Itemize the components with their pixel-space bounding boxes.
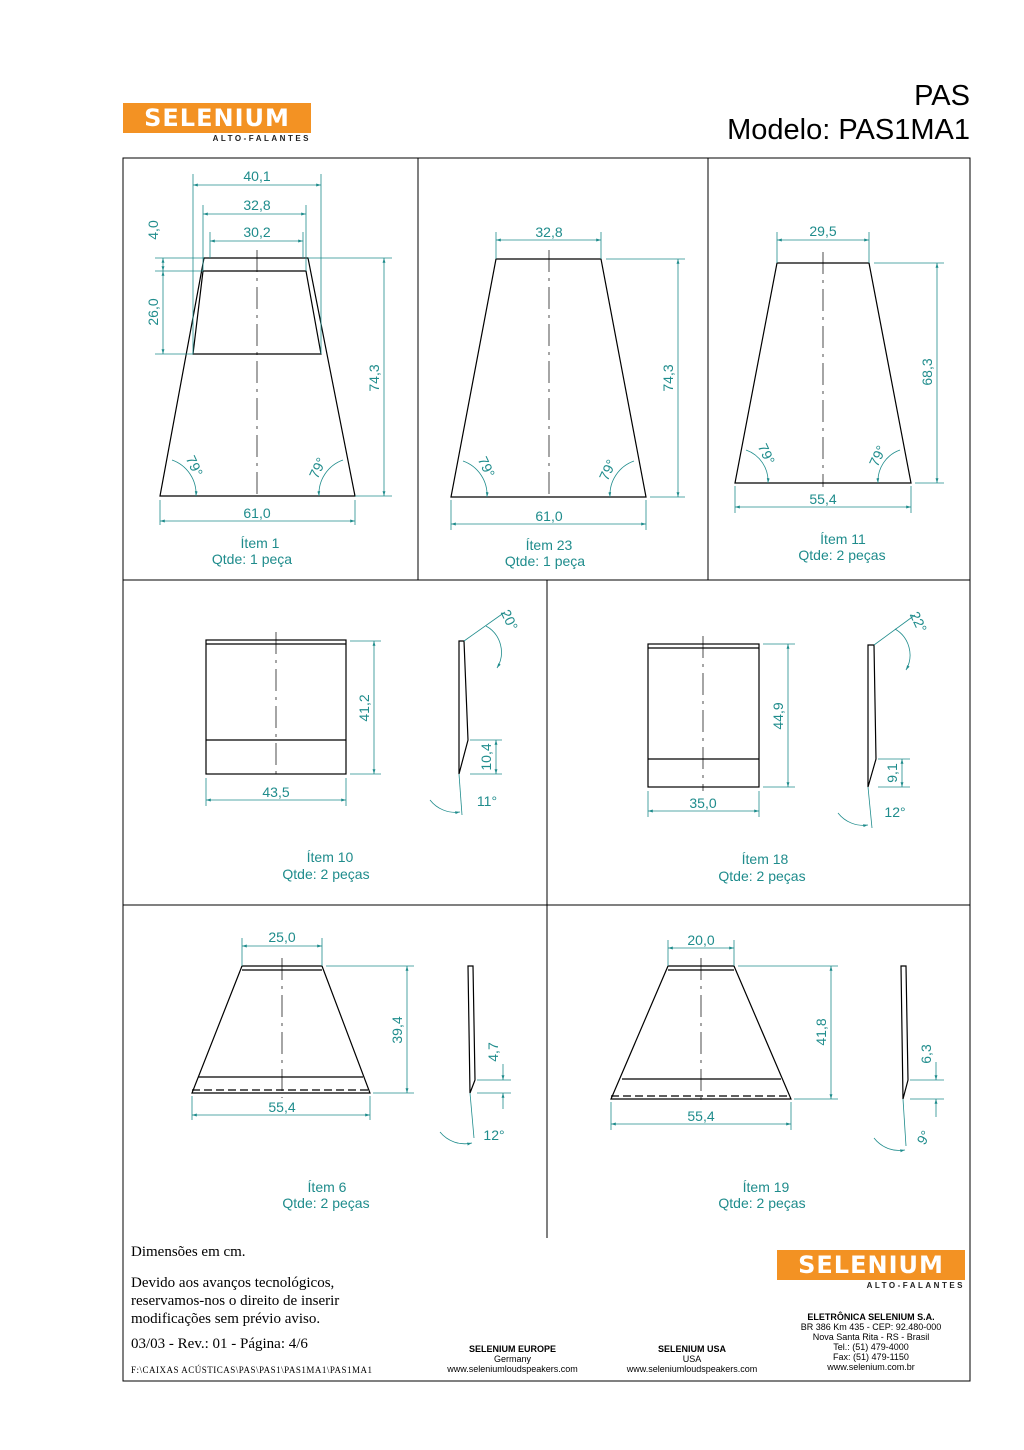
item1-angle-left: 79° [182,452,207,479]
item6-qty: Qtde: 2 peças [282,1195,370,1211]
item18-drawing [648,609,930,884]
brazil-name: ELETRÔNICA SELENIUM S.A. [807,1312,935,1322]
item11-angle-left: 79° [754,440,779,467]
brazil-fax: Fax: (51) 479-1150 [833,1352,909,1362]
brazil-address-1: BR 386 Km 435 - CEP: 92.480-000 [800,1322,942,1332]
selenium-brazil-address [778,1312,964,1372]
item6-dim-top: 25,0 [268,929,296,945]
units-note: Dimensões em cm. [131,1244,246,1260]
usa-website: www.seleniumloudspeakers.com [626,1364,758,1374]
usa-country: USA [682,1354,702,1364]
selenium-usa-address [612,1344,772,1374]
item18-label: Ítem 18 [741,851,789,867]
item23-qty: Qtde: 1 peça [504,553,586,569]
item19-dim-side: 6,3 [918,1044,934,1064]
item11-dim-height: 68,3 [919,358,935,386]
item1-drawing [145,168,392,567]
usa-name: SELENIUM USA [657,1344,726,1354]
item18-angle-bottom: 12° [884,804,906,820]
item10-dim-width: 43,5 [262,784,290,800]
item18-dim-side: 9,1 [884,763,900,783]
item19-dim-height: 41,8 [813,1018,829,1046]
file-path: F:\CAIXAS ACÚSTICAS\PAS\PAS1\PAS1MA1\PAS1MA1 [131,1365,373,1375]
page-title: PAS [914,80,970,112]
item19-qty: Qtde: 2 peças [718,1195,806,1211]
item10-dim-height: 41,2 [356,694,372,722]
item19-dim-bottom: 55,4 [687,1108,715,1124]
item1-dim-height: 74,3 [366,364,382,392]
item18-dim-width: 35,0 [689,795,717,811]
item19-label: Ítem 19 [742,1179,790,1195]
item11-dim-bottom: 55,4 [809,491,837,507]
europe-website: www.seleniumloudspeakers.com [447,1364,578,1374]
logo-subtitle: ALTO-FALANTES [866,1281,965,1290]
item1-dim-bottom: 61,0 [243,505,271,521]
item11-qty: Qtde: 2 peças [798,547,886,563]
item10-angle-bottom: 11° [476,793,498,809]
item10-qty: Qtde: 2 peças [282,866,370,882]
logo-wordmark: SELENIUM [777,1250,965,1280]
item1-dim-top-mid: 32,8 [243,197,271,213]
item19-dim-top: 20,0 [687,932,715,948]
logo-wordmark: SELENIUM [123,103,311,133]
item23-angle-left: 79° [474,453,499,480]
item6-angle: 12° [483,1127,505,1143]
europe-country: Germany [493,1354,531,1364]
item18-qty: Qtde: 2 peças [718,868,806,884]
item23-label: Ítem 23 [525,537,573,553]
item23-angle-right: 79° [595,456,620,483]
selenium-logo-bottom [777,1250,965,1290]
item11-label: Ítem 11 [820,531,866,547]
brazil-address-2: Nova Santa Rita - RS - Brasil [812,1332,930,1342]
logo-subtitle: ALTO-FALANTES [212,134,311,143]
europe-name: SELENIUM EUROPE [468,1344,556,1354]
drawing-frame [123,158,970,1381]
revision-info: 03/03 - Rev.: 01 - Página: 4/6 [131,1336,308,1352]
item6-dim-side: 4,7 [485,1042,501,1062]
item23-drawing [451,224,685,569]
disclaimer-note: Devido aos avanços tecnológicos, reservamos-nos o direito de inserir modificações sem prévio aviso. [131,1275,340,1327]
item6-drawing [192,929,511,1211]
item19-drawing [611,932,944,1211]
item6-dim-height: 39,4 [389,1016,405,1044]
item1-dim-left-small: 4,0 [145,220,161,240]
item10-angle-top: 20° [497,606,522,633]
item23-dim-top: 32,8 [535,224,563,240]
item18-dim-height: 44,9 [770,702,786,730]
item1-dim-top-outer: 40,1 [243,168,271,184]
item11-angle-right: 79° [865,442,890,469]
item6-dim-bottom: 55,4 [268,1099,296,1115]
item1-label: Ítem 1 [240,535,280,551]
model-title: Modelo: PAS1MA1 [727,114,970,146]
item10-drawing [206,607,521,882]
brazil-tel: Tel.: (51) 479-4000 [833,1342,909,1352]
item23-dim-height: 74,3 [660,364,676,392]
item19-angle: 9° [913,1127,934,1148]
item11-drawing [735,223,944,563]
selenium-europe-address [430,1344,595,1374]
item18-angle-top: 22° [906,608,931,635]
item1-dim-left-large: 26,0 [145,298,161,326]
item1-dim-top-inner: 30,2 [243,224,271,240]
item11-dim-top: 29,5 [809,223,837,239]
item1-qty: Qtde: 1 peça [211,551,293,567]
item10-label: Ítem 10 [306,849,354,865]
brazil-website: www.selenium.com.br [827,1362,915,1372]
item23-dim-bottom: 61,0 [535,508,563,524]
item1-angle-right: 79° [305,454,330,481]
item6-label: Ítem 6 [307,1179,347,1195]
item10-dim-side: 10,4 [478,743,494,771]
